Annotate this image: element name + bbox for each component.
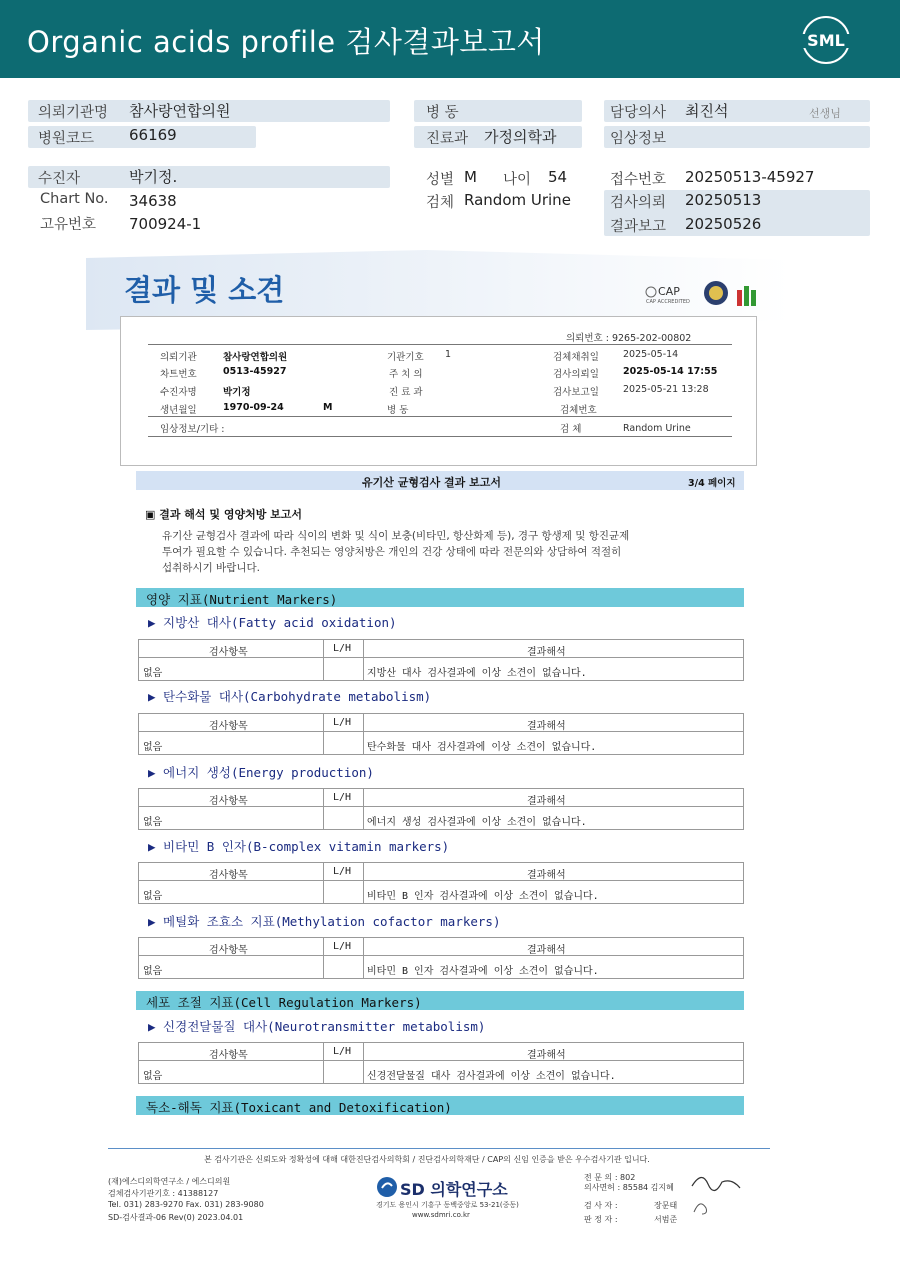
specimen-value: Random Urine bbox=[464, 191, 571, 209]
col-lh-header: L/H bbox=[333, 1046, 352, 1057]
row-interp: 지방산 대사 검사결과에 이상 소견이 없습니다. bbox=[367, 668, 587, 679]
result-table bbox=[138, 937, 744, 979]
patient-box bbox=[28, 166, 390, 188]
sheet-doc-label: 주 치 의 bbox=[389, 369, 423, 380]
footer-form: SD-검사결과-06 Rev(0) 2023.04.01 bbox=[108, 1213, 244, 1222]
specimen-label: 검체 bbox=[426, 195, 455, 211]
col-lh-header: L/H bbox=[333, 866, 352, 877]
footer-brand: SD 의학연구소 bbox=[400, 1180, 508, 1199]
sheet-clin-label: 임상정보/기타 : bbox=[160, 424, 225, 435]
section-cell-regulation: 세포 조절 지표(Cell Regulation Markers) bbox=[136, 991, 744, 1010]
col-item-header: 검사항목 bbox=[209, 1050, 248, 1061]
divider bbox=[148, 416, 732, 417]
footer-website: www.sdmri.co.kr bbox=[412, 1211, 470, 1219]
clinical-label: 임상정보 bbox=[610, 131, 667, 147]
page-title: Organic acids profile 검사결과보고서 bbox=[27, 25, 545, 59]
col-item-header: 검사항목 bbox=[209, 721, 248, 732]
footer-org: (재)에스디의학연구소 / 에스디의원 bbox=[108, 1177, 231, 1186]
dept-label: 진료과 bbox=[426, 131, 469, 147]
row-item: 없음 bbox=[143, 966, 163, 977]
institution-label: 의뢰기관명 bbox=[38, 105, 109, 121]
interp-line: 섭취하시기 바랍니다. bbox=[162, 562, 260, 574]
sheet-spec-label: 검 체 bbox=[560, 424, 582, 435]
sub-fatty-acid: ▶ 지방산 대사(Fatty acid oxidation) bbox=[148, 615, 397, 630]
hospital-code-value: 66169 bbox=[129, 126, 177, 144]
sheet-dept-label: 진 료 과 bbox=[389, 387, 423, 398]
row-interp: 에너지 생성 검사결과에 이상 소견이 없습니다. bbox=[367, 817, 587, 828]
sheet-code-value: 1 bbox=[445, 349, 452, 360]
lab-logo-icon bbox=[736, 282, 758, 306]
chart-value: 34638 bbox=[129, 192, 177, 210]
results-title: 결과 및 소견 bbox=[124, 273, 285, 307]
ward-label: 병 동 bbox=[426, 105, 459, 121]
age-label: 나이 bbox=[503, 172, 532, 188]
receipt-label: 접수번호 bbox=[610, 172, 667, 188]
sheet-repdate-label: 검사보고일 bbox=[553, 387, 599, 398]
divider bbox=[148, 436, 732, 437]
chart-label: Chart No. bbox=[40, 191, 109, 207]
row-interp: 신경전달물질 대사 검사결과에 이상 소견이 없습니다. bbox=[367, 1071, 616, 1082]
footer-judge-label: 판 정 자 : bbox=[584, 1215, 618, 1224]
sheet-dob-label: 생년월일 bbox=[160, 405, 197, 416]
col-item-header: 검사항목 bbox=[209, 945, 248, 956]
sheet-sex-value: M bbox=[323, 402, 333, 413]
col-interp-header: 결과해석 bbox=[527, 1050, 566, 1061]
result-table bbox=[138, 713, 744, 755]
interp-line: 유기산 균형검사 결과에 따라 식이의 변화 및 식이 보충(비타민, 항산화제 등), 경구 항생제 및 항진균제 bbox=[162, 530, 630, 542]
request-label: 검사의뢰 bbox=[610, 195, 667, 211]
result-table bbox=[138, 862, 744, 904]
row-item: 없음 bbox=[143, 891, 163, 902]
row-item: 없음 bbox=[143, 817, 163, 828]
doctor-value: 최진석 bbox=[685, 102, 729, 120]
section-nutrient: 영양 지표(Nutrient Markers) bbox=[136, 588, 744, 607]
sd-logo-icon bbox=[376, 1176, 398, 1198]
result-table bbox=[138, 639, 744, 681]
sml-logo-icon bbox=[800, 14, 852, 66]
col-interp-header: 결과해석 bbox=[527, 796, 566, 807]
footer-license: 의사면허 : 85584 김지혜 bbox=[584, 1183, 674, 1192]
dept-value: 가정의학과 bbox=[484, 128, 557, 146]
cap-logo-icon bbox=[644, 282, 700, 306]
sheet-specno-label: 검체번호 bbox=[560, 405, 597, 416]
sheet-ward-label: 병 동 bbox=[387, 405, 409, 416]
section-toxicant: 독소-해독 지표(Toxicant and Detoxification) bbox=[136, 1096, 744, 1115]
sheet-chart-value: 0513-45927 bbox=[223, 366, 287, 377]
col-interp-header: 결과해석 bbox=[527, 647, 566, 658]
sheet-code-label: 기관기호 bbox=[387, 352, 424, 363]
row-item: 없음 bbox=[143, 742, 163, 753]
col-item-header: 검사항목 bbox=[209, 796, 248, 807]
divider bbox=[148, 344, 732, 345]
uid-label: 고유번호 bbox=[40, 217, 97, 233]
footer-code: 검체검사기관기호 : 41388127 bbox=[108, 1189, 219, 1198]
sheet-inst-label: 의뢰기관 bbox=[160, 352, 197, 363]
sheet-collect-label: 검체채취일 bbox=[553, 352, 599, 363]
sheet-repdate-value: 2025-05-21 13:28 bbox=[623, 384, 709, 395]
sheet-name-value: 박기정 bbox=[223, 387, 251, 398]
banner-title: 유기산 균형검사 결과 보고서 bbox=[362, 476, 501, 489]
sub-methylation: ▶ 메틸화 조효소 지표(Methylation cofactor markers) bbox=[148, 914, 501, 929]
sheet-collect-value: 2025-05-14 bbox=[623, 349, 679, 360]
age-value: 54 bbox=[548, 168, 568, 186]
seal-icon bbox=[703, 280, 729, 306]
sheet-inst-value: 참사랑연합의원 bbox=[223, 352, 288, 363]
sheet-reqdate-value: 2025-05-14 17:55 bbox=[623, 366, 718, 377]
page-indicator: 3/4 페이지 bbox=[688, 478, 736, 489]
interp-title: ▣ 결과 해석 및 영양처방 보고서 bbox=[145, 508, 303, 521]
col-lh-header: L/H bbox=[333, 941, 352, 952]
request-value: 20250513 bbox=[685, 191, 762, 209]
row-item: 없음 bbox=[143, 668, 163, 679]
footer-address: 경기도 용인시 기흥구 동백중앙로 53-21(중동) bbox=[376, 1201, 519, 1209]
doctor-label: 담당의사 bbox=[610, 105, 667, 121]
col-interp-header: 결과해석 bbox=[527, 870, 566, 881]
footer-notice: 본 검사기관은 신뢰도와 정확성에 대해 대한진단검사의학회 / 진단검사의학재단 / CAP의 신임 인증을 받은 우수검사기관 입니다. bbox=[204, 1155, 650, 1164]
result-table bbox=[138, 788, 744, 830]
footer-phone: Tel. 031) 283-9270 Fax. 031) 283-9080 bbox=[108, 1200, 264, 1209]
footer-divider bbox=[108, 1148, 770, 1149]
col-lh-header: L/H bbox=[333, 792, 352, 803]
hospital-code-label: 병원코드 bbox=[38, 131, 95, 147]
receipt-value: 20250513-45927 bbox=[685, 168, 815, 186]
sheet-spec-value: Random Urine bbox=[623, 423, 691, 434]
patient-value: 박기정. bbox=[129, 168, 178, 186]
req-no: 의뢰번호 : 9265-202-00802 bbox=[566, 333, 692, 344]
sex-label: 성별 bbox=[426, 172, 455, 188]
result-table bbox=[138, 1042, 744, 1084]
sheet-name-label: 수진자명 bbox=[160, 387, 197, 398]
footer-judge: 서범준 bbox=[654, 1215, 678, 1224]
sub-carbohydrate: ▶ 탄수화물 대사(Carbohydrate metabolism) bbox=[148, 689, 432, 704]
report-label: 결과보고 bbox=[610, 219, 667, 235]
col-interp-header: 결과해석 bbox=[527, 945, 566, 956]
row-interp: 비타민 B 인자 검사결과에 이상 소견이 없습니다. bbox=[367, 891, 599, 902]
footer-tester-label: 검 사 자 : bbox=[584, 1201, 618, 1210]
sheet-reqdate-label: 검사의뢰일 bbox=[553, 369, 599, 380]
sheet-dob-value: 1970-09-24 bbox=[223, 402, 284, 413]
svg-text:CAP: CAP bbox=[658, 285, 680, 298]
sub-neurotransmitter: ▶ 신경전달물질 대사(Neurotransmitter metabolism) bbox=[148, 1019, 486, 1034]
sub-vitamin-b: ▶ 비타민 B 인자(B-complex vitamin markers) bbox=[148, 839, 450, 854]
uid-value: 700924-1 bbox=[129, 215, 202, 233]
col-lh-header: L/H bbox=[333, 643, 352, 654]
footer-tester: 장문태 bbox=[654, 1201, 678, 1210]
col-item-header: 검사항목 bbox=[209, 870, 248, 881]
col-interp-header: 결과해석 bbox=[527, 721, 566, 732]
doctor-suffix: 선생님 bbox=[809, 107, 841, 120]
footer-specialist: 전 문 의 : 802 bbox=[584, 1173, 636, 1182]
col-item-header: 검사항목 bbox=[209, 647, 248, 658]
row-interp: 탄수화물 대사 검사결과에 이상 소견이 없습니다. bbox=[367, 742, 597, 753]
patient-label: 수진자 bbox=[38, 171, 81, 187]
row-interp: 비타민 B 인자 검사결과에 이상 소견이 없습니다. bbox=[367, 966, 599, 977]
sex-value: M bbox=[464, 168, 477, 186]
institution-value: 참사랑연합의원 bbox=[129, 102, 231, 120]
svg-text:CAP ACCREDITED: CAP ACCREDITED bbox=[646, 299, 690, 305]
sub-energy: ▶ 에너지 생성(Energy production) bbox=[148, 765, 374, 780]
report-value: 20250526 bbox=[685, 215, 762, 233]
sheet-chart-label: 차트번호 bbox=[160, 369, 197, 380]
signature-icon bbox=[688, 1168, 744, 1224]
row-item: 없음 bbox=[143, 1071, 163, 1082]
col-lh-header: L/H bbox=[333, 717, 352, 728]
interp-line: 투여가 필요할 수 있습니다. 추천되는 영양처방은 개인의 건강 상태에 따라 전문의와 상담하여 적절히 bbox=[162, 546, 622, 558]
svg-text:SML: SML bbox=[807, 31, 845, 50]
